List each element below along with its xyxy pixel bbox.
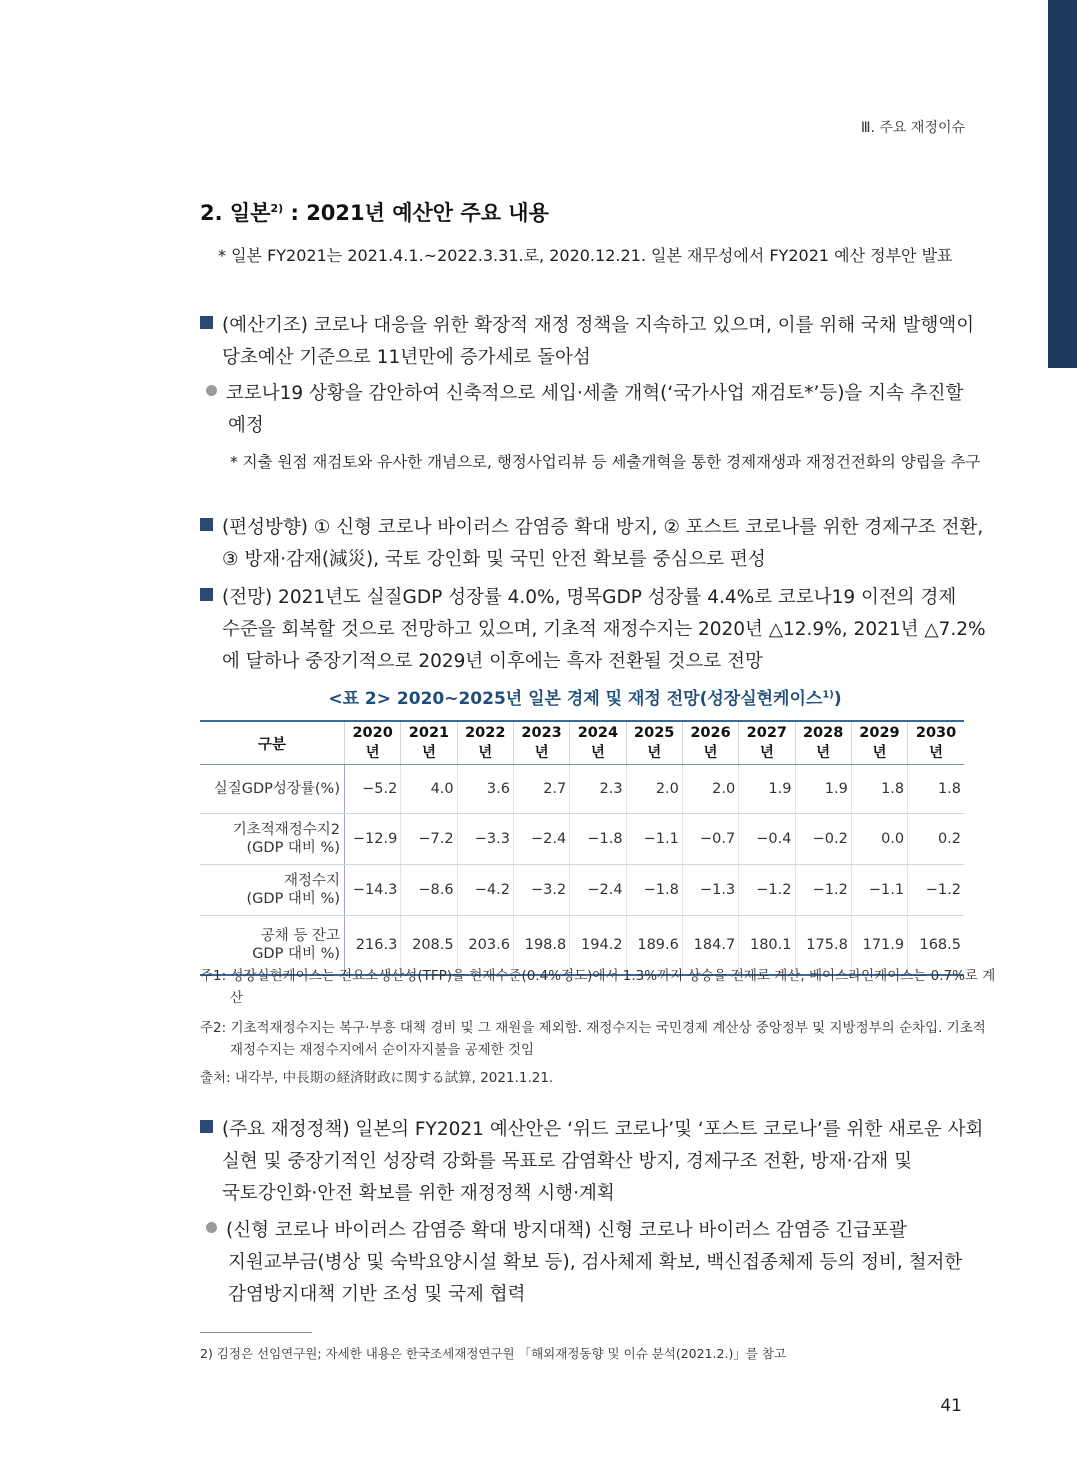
table-cell: −14.3 (345, 865, 401, 916)
table-cell: −1.2 (795, 865, 851, 916)
footnote-divider (200, 1332, 312, 1333)
section-title (200, 197, 549, 227)
header-year: 2021년 (401, 721, 457, 765)
table-cell: 216.3 (345, 916, 401, 976)
circle-bullet-icon (206, 385, 217, 396)
table-note-1: 주1: 성장실현케이스는 전요소생산성(TFP)을 현재수준(0.4%정도)에서 1.3%까지 상승을 전제로 계산, 베이스라인케이스는 0.7%로 계산 (200, 968, 996, 1006)
table-cell: −7.2 (401, 814, 457, 865)
square-bullet-icon (200, 518, 213, 531)
table-row (200, 865, 964, 916)
paragraph-text: 코로나19 상황을 감안하여 신축적으로 세입·세출 개혁(‘국가사업 재검토*’등)을 지속 추진할 예정 (226, 383, 964, 436)
header-year: 2022년 (457, 721, 513, 765)
table-note-2: 주2: 기초적재정수지는 복구·부흥 대책 경비 및 그 재원을 제외함. 재정수지는 국민경제 계산상 중앙정부 및 지방정부의 순차입. 기초적 재정수지는 재정수지에서 순이자지불을 공제한 것임 (200, 1020, 986, 1058)
running-header: Ⅲ. 주요 재정이슈 (860, 120, 965, 136)
circle-bullet-icon (206, 1222, 217, 1233)
table-cell: −1.8 (570, 814, 626, 865)
paragraph-text: (예산기조) 코로나 대응을 위한 확장적 재정 정책을 지속하고 있으며, 이를 위해 국채 발행액이 당초예산 기준으로 11년만에 증가세로 돌아섬 (222, 315, 975, 368)
square-bullet-icon (200, 1120, 213, 1133)
table-cell: 175.8 (795, 916, 851, 976)
header-year: 2020년 (345, 721, 401, 765)
table-cell: 189.6 (626, 916, 682, 976)
table-cell: 1.8 (908, 765, 964, 814)
paragraph-direction (200, 512, 992, 576)
table-cell: 1.9 (739, 765, 795, 814)
table-cell: −1.1 (851, 865, 907, 916)
table-cell: 180.1 (739, 916, 795, 976)
table-caption-sup: 1) (822, 689, 834, 701)
table-cell: −1.3 (682, 865, 738, 916)
paragraph-text: (신형 코로나 바이러스 감염증 확대 방지대책) 신형 코로나 바이러스 감염증 긴급포괄 지원교부금(병상 및 숙박요양시설 확보 등), 검사체제 확보, 백신접종체제 등의 정비, 철저한 감염방지대책 기반 조성 및 국제 협력 (226, 1220, 963, 1305)
sub-paragraph-infection-control (200, 1215, 998, 1311)
header-year: 2023년 (513, 721, 569, 765)
table-caption-text: <표 2> 2020~2025년 일본 경제 및 재정 전망(성장실현케이스 (328, 689, 823, 709)
reform-note: * 지출 원점 재검토와 유사한 개념으로, 행정사업리뷰 등 세출개혁을 통한 경제재생과 재정건전화의 양립을 추구 (230, 453, 981, 471)
paragraph-budget-stance (200, 310, 992, 374)
table-cell: 194.2 (570, 916, 626, 976)
header-year: 2024년 (570, 721, 626, 765)
chapter-side-tab (1048, 0, 1077, 368)
table-caption (200, 684, 970, 709)
row-label (200, 765, 345, 814)
table-cell: −2.4 (513, 814, 569, 865)
table-cell: 198.8 (513, 916, 569, 976)
table-cell: −4.2 (457, 865, 513, 916)
table-cell: 4.0 (401, 765, 457, 814)
square-bullet-icon (200, 588, 213, 601)
intro-note: * 일본 FY2021는 2021.4.1.~2022.3.31.로, 2020.12.21. 일본 재무성에서 FY2021 예산 정부안 발표 (218, 246, 953, 265)
table-cell: 2.0 (626, 765, 682, 814)
table-row (200, 765, 964, 814)
table-source: 출처: 내각부, 中長期の経済財政に関する試算, 2021.1.21. (200, 1070, 554, 1086)
row-label-line: 공채 등 잔고 (260, 928, 340, 944)
table-cell: −0.4 (739, 814, 795, 865)
paragraph-main-policy (200, 1114, 992, 1210)
section-title-text: 2. 일본 (200, 201, 271, 225)
table-cell: −1.1 (626, 814, 682, 865)
table-header-row (200, 721, 964, 765)
table-cell: −5.2 (345, 765, 401, 814)
row-label-line: 기초적재정수지2 (232, 822, 340, 838)
table-cell: −3.3 (457, 814, 513, 865)
table-cell: −3.2 (513, 865, 569, 916)
row-label-line: (GDP 대비 %) (246, 891, 340, 907)
paragraph-outlook (200, 582, 992, 678)
table-cell: 0.0 (851, 814, 907, 865)
header-year: 2026년 (682, 721, 738, 765)
table-cell: 171.9 (851, 916, 907, 976)
header-year: 2027년 (739, 721, 795, 765)
footnote-ref: 2) (270, 202, 284, 215)
table-cell: 208.5 (401, 916, 457, 976)
table-cell: −1.8 (626, 865, 682, 916)
table-cell: −0.7 (682, 814, 738, 865)
page-number: 41 (940, 1396, 962, 1416)
row-label (200, 814, 345, 865)
table-cell: 2.3 (570, 765, 626, 814)
table-cell: −1.2 (908, 865, 964, 916)
header-category: 구분 (200, 721, 345, 765)
table-cell: 0.2 (908, 814, 964, 865)
header-year: 2025년 (626, 721, 682, 765)
sub-paragraph-reform (200, 378, 998, 442)
table-row (200, 814, 964, 865)
table-cell: 3.6 (457, 765, 513, 814)
table-cell: 168.5 (908, 916, 964, 976)
row-label-line: GDP 대비 %) (252, 946, 340, 962)
table-cell: 1.9 (795, 765, 851, 814)
table-caption-close: ) (833, 689, 842, 709)
header-year: 2028년 (795, 721, 851, 765)
row-label-line: (GDP 대비 %) (246, 840, 340, 856)
paragraph-text: (주요 재정정책) 일본의 FY2021 예산안은 ‘위드 코로나’및 ‘포스트 코로나’를 위한 새로운 사회 실현 및 중장기적인 성장력 강화를 목표로 감염확산 방지, 경제구조 전환, 방재·감재 및 국토강인화·안전 확보를 위한 재정정책 시행·계획 (222, 1119, 984, 1204)
header-year: 2029년 (851, 721, 907, 765)
table-cell: −1.2 (739, 865, 795, 916)
footnote: 2) 김정은 선임연구원; 자세한 내용은 한국조세재정연구원 「해외재정동향 및 이슈 분석(2021.2.)」를 참고 (200, 1346, 787, 1361)
economic-outlook-table (200, 720, 964, 976)
header-year: 2030년 (908, 721, 964, 765)
table-cell: −0.2 (795, 814, 851, 865)
table-cell: 184.7 (682, 916, 738, 976)
paragraph-text: (전망) 2021년도 실질GDP 성장률 4.0%, 명목GDP 성장률 4.4%로 코로나19 이전의 경제 수준을 회복할 것으로 전망하고 있으며, 기초적 재정수지는 2020년 △12.9%, 2021년 △7.2%에 달하나 중장기적으로 2029년 이후에는 흑자 전환될 것으로 전망 (222, 587, 986, 672)
table-cell: −12.9 (345, 814, 401, 865)
table-cell: −2.4 (570, 865, 626, 916)
table-cell: 2.7 (513, 765, 569, 814)
row-label-line: 재정수지 (283, 873, 340, 889)
table-cell: −8.6 (401, 865, 457, 916)
table-cell: 1.8 (851, 765, 907, 814)
table-cell: 2.0 (682, 765, 738, 814)
table-cell: 203.6 (457, 916, 513, 976)
square-bullet-icon (200, 316, 213, 329)
section-title-rest: : 2021년 예산안 주요 내용 (283, 201, 549, 225)
row-label (200, 865, 345, 916)
paragraph-text: (편성방향) ① 신형 코로나 바이러스 감염증 확대 방지, ② 포스트 코로나를 위한 경제구조 전환, ③ 방재·감재(減災), 국토 강인화 및 국민 안전 확보를 중심으로 편성 (222, 517, 984, 570)
row-label-line: 실질GDP성장률(%) (213, 781, 340, 797)
